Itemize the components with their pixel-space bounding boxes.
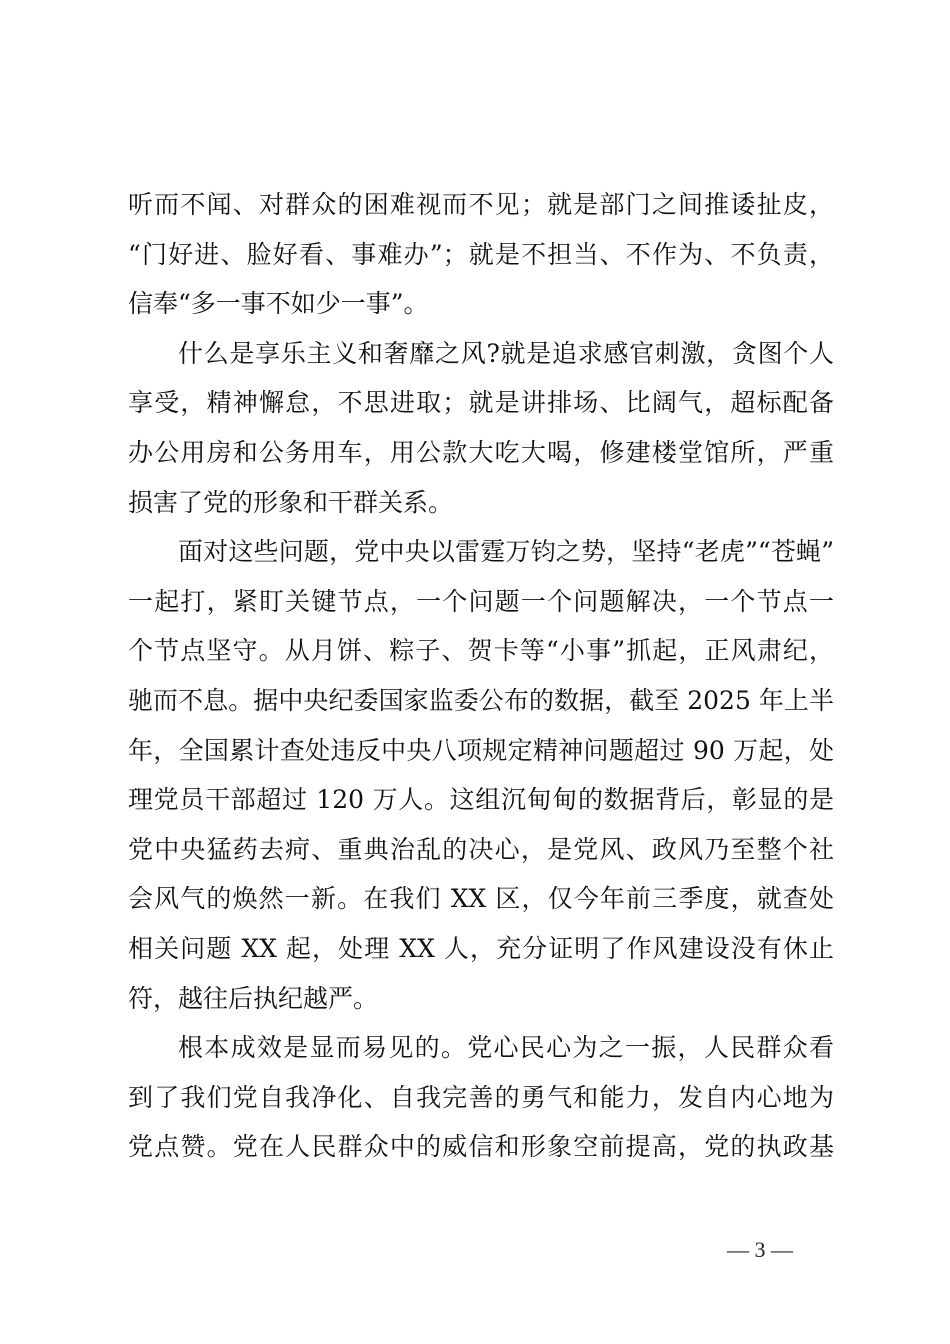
text-line: “门好进、脸好看、事难办”；就是不担当、不作为、不负责，: [128, 239, 834, 269]
text-line: 会风气的焕然一新。在我们 XX 区，仅今年前三季度，就查处: [128, 884, 834, 914]
body-text: [128, 180, 834, 1172]
paragraph: [128, 180, 834, 329]
text-line: 年，全国累计查处违反中央八项规定精神问题超过 90 万起，处: [128, 735, 834, 765]
text-line: 驰而不息。据中央纪委国家监委公布的数据，截至 2025 年上半: [128, 685, 834, 715]
text-line: 享受，精神懈怠，不思进取；就是讲排场、比阔气，超标配备: [128, 388, 834, 418]
text-line: 一起打，紧盯关键节点，一个问题一个问题解决，一个节点一: [128, 586, 834, 616]
paragraph: [128, 1023, 834, 1172]
text-line: 听而不闻、对群众的困难视而不见；就是部门之间推诿扯皮，: [128, 190, 834, 219]
page-number: — 3 —: [727, 1237, 793, 1262]
text-line: 根本成效是显而易见的。党心民心为之一振，人民群众看: [178, 1033, 834, 1063]
text-line: 信奉“多一事不如少一事”。: [128, 289, 429, 319]
text-line: 办公用房和公务用车，用公款大吃大喝，修建楼堂馆所，严重: [128, 437, 834, 467]
text-line: 相关问题 XX 起，处理 XX 人，充分证明了作风建设没有休止: [128, 933, 834, 963]
text-line: 符，越往后执纪越严。: [128, 983, 379, 1013]
paragraph: [128, 527, 834, 1023]
paragraph: [128, 329, 834, 527]
text-line: 面对这些问题，党中央以雷霆万钧之势，坚持“老虎”“苍蝇”: [178, 537, 834, 567]
text-line: 到了我们党自我净化、自我完善的勇气和能力，发自内心地为: [128, 1082, 834, 1112]
text-line: 什么是享乐主义和奢靡之风?就是追求感官刺激，贪图个人: [178, 338, 834, 368]
text-line: 损害了党的形象和干群关系。: [128, 487, 454, 517]
text-line: 理党员干部超过 120 万人。这组沉甸甸的数据背后，彰显的是: [128, 785, 834, 815]
text-line: 党中央猛药去疴、重典治乱的决心，是党风、政风乃至整个社: [128, 834, 834, 864]
text-line: 个节点坚守。从月饼、粽子、贺卡等“小事”抓起，正风肃纪，: [128, 636, 834, 666]
text-line: 党点赞。党在人民群众中的威信和形象空前提高，党的执政基: [128, 1132, 834, 1162]
